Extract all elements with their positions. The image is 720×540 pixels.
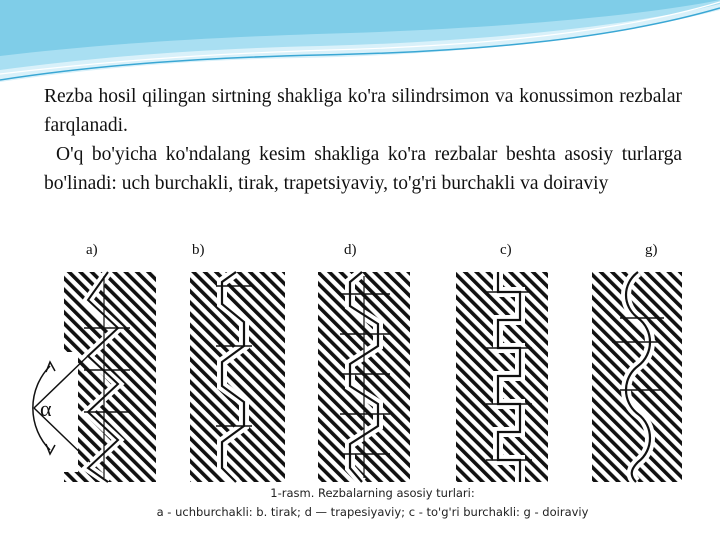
label-a: a) xyxy=(86,242,98,258)
thread-rectangular xyxy=(456,272,548,482)
label-g: g) xyxy=(645,242,658,258)
thread-triangular xyxy=(30,272,156,482)
thread-trapezoidal xyxy=(318,272,410,482)
angle-alpha: α xyxy=(40,396,52,421)
header-wave xyxy=(0,0,720,90)
label-b: b) xyxy=(192,242,205,258)
thread-types-figure xyxy=(0,262,720,487)
figure-caption-title: 1-rasm. Rezbalarning asosiy turlari: xyxy=(270,486,475,500)
body-text xyxy=(44,82,682,198)
figure-caption-legend: a - uchburchakli: b. tirak; d — trapesiyaviy; c - to'g'ri burchakli: g - doiraviy xyxy=(156,505,589,519)
thread-buttress xyxy=(190,272,285,482)
label-c: c) xyxy=(500,242,512,258)
label-d: d) xyxy=(344,242,357,258)
thread-round xyxy=(592,272,682,482)
paragraph-2: O'q bo'yicha ko'ndalang kesim shakliga ko'ra rezbalar beshta asosiy turlarga bo'linadi: uch burchakli, tirak, trapetsiyaviy, to'g'ri burchakli va doiraviy xyxy=(44,144,682,194)
paragraph-1: Rezba hosil qilingan sirtning shakliga ko'ra silindrsimon va konussimon rezbalar farqlanadi. xyxy=(44,86,682,136)
